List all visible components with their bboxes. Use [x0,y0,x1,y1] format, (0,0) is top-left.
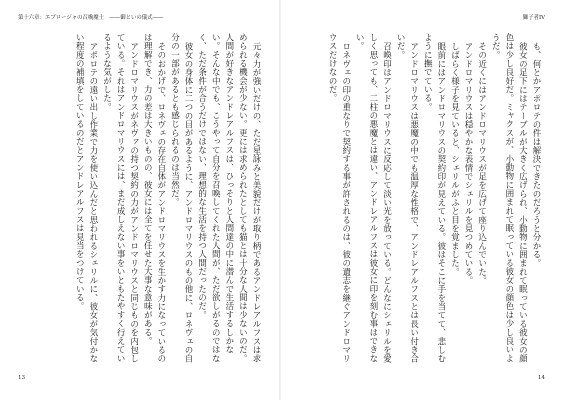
paragraph: アンドロマリウスは穏やかな表情でシェリルを見つめている。 [463,41,474,285]
paragraph: そのおかげで、ロネヴェの存在自体がアンドロマリウスを生かす力になっているのは理解でき、力の差は大きいものの、彼女には全てを任せた大事な意味がある。 [142,33,166,363]
paragraph: 彼女の身体に二つの目があるように、アンドロマリウスのもの他に、ロネヴェの自分の一部があるとも感じられるのは当然だ。 [169,33,194,363]
left-page-body [19,33,262,366]
chapter-header: 第十六章：エブロージャの召喚魔士 ――御といの儀式―― [18,15,164,21]
paragraph: 彼女の足下にはテーブルが大きく広げられ、小動物に囲まれて眠っている彼女の顔色は少し良好だ。ミャクスが、小動物に囲まれて眠っている彼女の顔色は少し良いようだ。 [490,33,528,363]
left-page [0,0,280,400]
page-number: 14 [537,375,545,381]
paragraph: 元々力が強いだけの、ただ星詠みと美貌だけが取り柄であるアンドレアルフスは求められる機会が少ない。更には求められたとしても猫とは十分な人間は少ないのだ。人間が好きなアンドレアルフスは、ひっそりと人間達の中に潜んで生活するしかない。そんな中でも、こうやって自分を召喚してくれた人間が、ただ欲しがるのではなく、ただ条件が合うだけではない、理想的な生活を持つ人間だったのだ。 [196,33,261,363]
paragraph: その近くにはアンドロマリウスが足を広げて座り込んでいた。 [476,41,487,285]
right-page-body [299,33,542,366]
paragraph: アポロテの遠い出し作業で力を使い込んだと思われるシェリルに、彼女が気付かない程度の補填をしているのだとアンドレアルフスは見当をつけている。 [74,33,98,363]
book-title-header: 獅子者IV [522,15,545,21]
paragraph: 眼前にはアンドロマリウスの契約印が見えている。彼はそこに手を当てて、悲しむように撫でている。 [422,33,446,363]
page-number: 13 [18,375,26,381]
paragraph: アンドロマリウスは悪魔の中でも温厚な性格で、アンドレアルフスとは長い付き合いだ。 [395,33,419,363]
paragraph: アンドロマリウスがネヴァの持つ契約の力がアンドロマリウスと同じものを内包している。それはアンドロマリウスには、まだ成しえない事をいともたやすく行えているような気がした。 [101,33,139,363]
paragraph: も、何とかアポロテの件は解決できたのだろうと分かる。 [531,41,541,267]
paragraph: 召喚印はアンドロマリウスに反応して淡い光を放っている。どんなにシェリルを愛しく思っても、二柱の悪魔とは違い、アンドレアルフスは彼女に印を刻む事はできない。 [354,33,392,363]
right-page [281,0,561,400]
paragraph: ロネヴェの印の重なりで契約する事が許されるのは、彼の遺志を継ぐアンドロマリウスだけなのだ。 [327,33,351,363]
paragraph: しばらく様子を見ていると、シェリルがふと目を覚ました。 [449,41,460,276]
